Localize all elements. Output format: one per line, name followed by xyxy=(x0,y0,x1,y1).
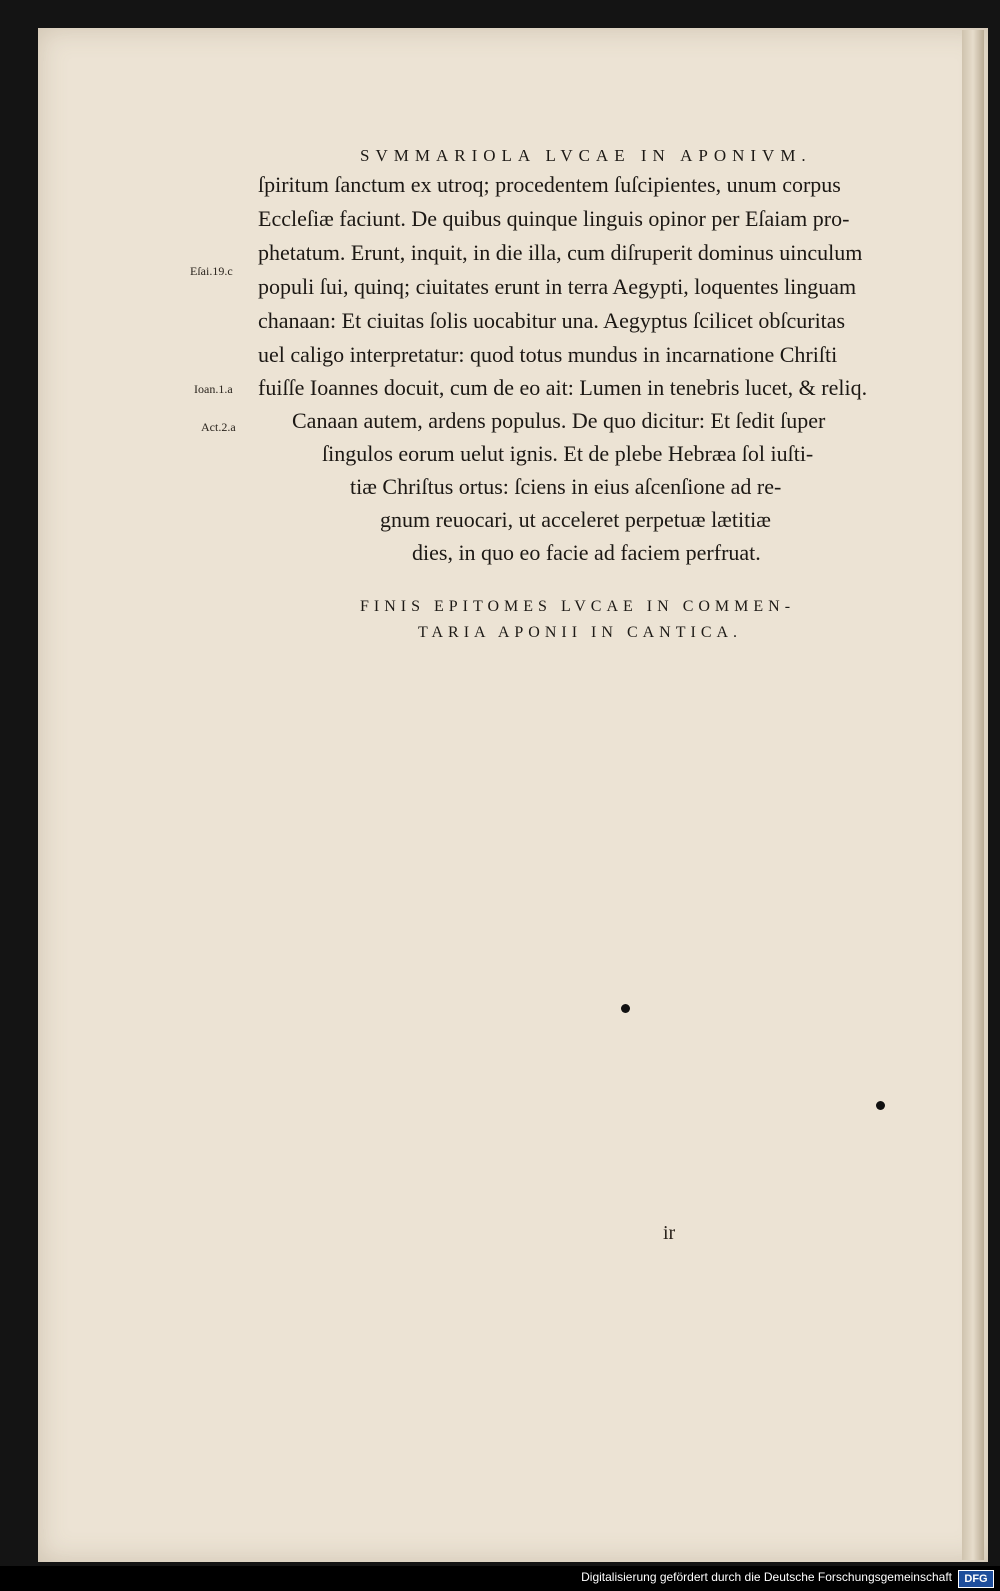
margin-note: Eſai.19.c xyxy=(190,264,233,278)
body-line: fuiſſe Ioannes docuit, cum de eo ait: Lumen in tenebris lucet, & reliq. xyxy=(258,375,868,400)
footer-bar xyxy=(0,1566,1000,1591)
body-line: Eccleſiæ faciunt. De quibus quinque linguis opinor per Eſaiam pro- xyxy=(258,206,850,231)
body-line: populi ſui, quinq; ciuitates erunt in terra Aegypti, loquentes linguam xyxy=(258,274,857,299)
body-line: gnum reuocari, ut acceleret perpetuæ lætitiæ xyxy=(380,507,771,532)
body-line: Canaan autem, ardens populus. De quo dicitur: Et ſedit ſuper xyxy=(292,408,826,433)
body-line: uel caligo interpretatur: quod totus mundus in incarnatione Chriſti xyxy=(258,342,838,367)
body-line: tiæ Chriſtus ortus: ſciens in eius aſcenſione ad re- xyxy=(350,474,782,499)
running-title: SVMMARIOLA LVCAE IN APONIVM. xyxy=(360,146,812,165)
body-line: ſpiritum ſanctum ex utroq; procedentem ſuſcipientes, unum corpus xyxy=(258,172,841,197)
finis-line: TARIA APONII IN CANTICA. xyxy=(418,624,743,641)
footer-credit: Digitalisierung gefördert durch die Deutsche Forschungsgemeinschaft xyxy=(581,1570,952,1584)
body-line: dies, in quo eo facie ad faciem perfruat. xyxy=(412,540,761,565)
show-through-text xyxy=(260,470,960,1170)
page-edge xyxy=(962,30,984,1560)
margin-note: Act.2.a xyxy=(201,420,236,434)
ink-spot xyxy=(621,1004,630,1013)
signature-mark: ir xyxy=(663,1222,676,1244)
body-line: phetatum. Erunt, inquit, in die illa, cum diſruperit dominus uinculum xyxy=(258,240,863,265)
margin-note: Ioan.1.a xyxy=(194,382,233,396)
body-line: ſingulos eorum uelut ignis. Et de plebe Hebræa ſol iuſti- xyxy=(322,441,814,466)
finis-line: FINIS EPITOMES LVCAE IN COMMEN- xyxy=(360,598,796,615)
ink-spot xyxy=(876,1101,885,1110)
dfg-logo: DFG xyxy=(958,1570,994,1588)
body-line: chanaan: Et ciuitas ſolis uocabitur una. Aegyptus ſcilicet obſcuritas xyxy=(258,308,846,333)
